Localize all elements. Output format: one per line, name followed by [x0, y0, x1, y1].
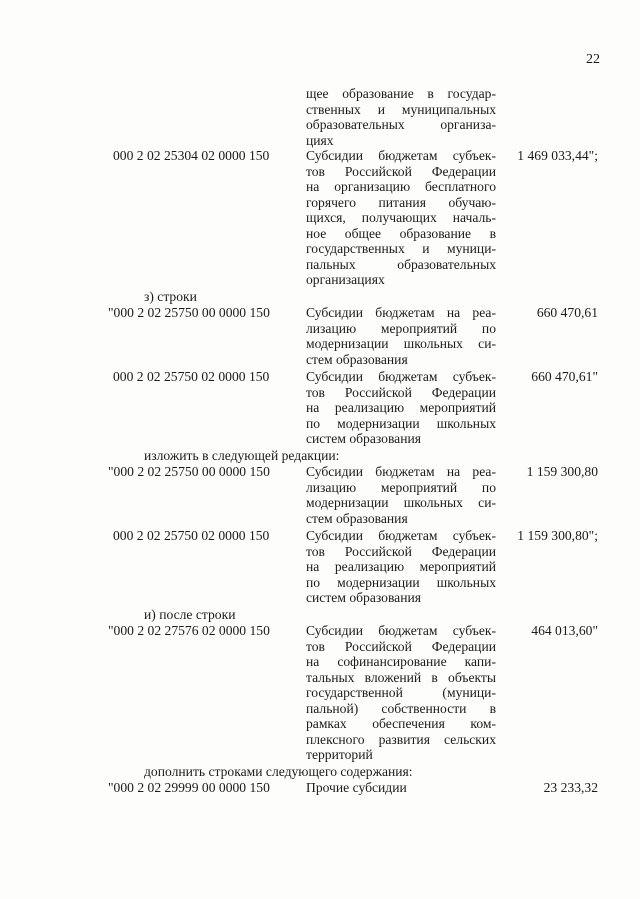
description-line: Субсидии бюджетам субъек- — [306, 148, 496, 163]
budget-code: 000 2 02 25750 02 0000 150 — [113, 369, 270, 384]
budget-code: "000 2 02 25750 00 0000 150 — [108, 305, 270, 320]
rows-group-z — [0, 305, 640, 447]
row-amount: 464 013,60" — [531, 623, 598, 638]
description-line: щихся, получающих началь- — [306, 210, 496, 225]
description-line: тов Российской Федерации — [306, 543, 496, 559]
description-line: образовательных организа- — [306, 117, 496, 132]
rows-group-edit — [0, 464, 640, 606]
description-line: систем образования — [306, 590, 422, 605]
budget-code: 000 2 02 25304 02 0000 150 — [113, 148, 270, 163]
row-description — [306, 623, 496, 763]
rows-group-i — [0, 623, 640, 763]
row-amount: 660 470,61" — [531, 369, 598, 384]
table-row — [0, 464, 640, 526]
row-description — [306, 464, 496, 526]
description-line: Субсидии бюджетам субъек- — [306, 623, 496, 638]
section-label-i: и) после строки — [144, 606, 236, 622]
description-line: территорий — [306, 747, 373, 762]
description-line: Субсидии бюджетам на реа- — [306, 305, 496, 320]
row-description — [306, 780, 496, 796]
budget-code: "000 2 02 29999 00 0000 150 — [108, 780, 270, 795]
description-line: государственных и муници- — [306, 241, 496, 256]
table-row — [0, 148, 640, 288]
row-description — [306, 86, 496, 148]
description-line: ственных и муниципальных — [306, 101, 496, 117]
row-amount: 1 159 300,80"; — [517, 528, 598, 543]
table-row — [0, 623, 640, 763]
description-line: модернизации школьных си- — [306, 495, 496, 510]
description-line: стем образования — [306, 510, 408, 526]
budget-code: "000 2 02 25750 00 0000 150 — [108, 464, 270, 479]
description-line: ное общее образование в — [306, 225, 496, 241]
description-line: Субсидии бюджетам субъек- — [306, 369, 496, 384]
row-description — [306, 369, 496, 447]
description-line: на реализацию мероприятий — [306, 559, 496, 574]
description-line: циях — [306, 132, 334, 148]
row-amount: 1 159 300,80 — [526, 464, 598, 479]
description-line: пальной) собственности в — [306, 700, 496, 716]
description-line: горячего питания обучаю- — [306, 194, 496, 210]
description-line: пальных образовательных — [306, 256, 496, 272]
row-amount: 660 470,61 — [536, 305, 598, 320]
description-line: Субсидии бюджетам субъек- — [306, 528, 496, 543]
description-line: тов Российской Федерации — [306, 638, 496, 654]
budget-code: "000 2 02 27576 02 0000 150 — [108, 623, 270, 638]
description-line: лизацию мероприятий по — [306, 320, 496, 336]
row-amount: 1 469 033,44"; — [517, 148, 598, 163]
description-line: по модернизации школьных — [306, 574, 496, 590]
description-line: щее образование в государ- — [306, 86, 496, 101]
table-row — [0, 528, 640, 606]
description-line: государственной (муници- — [306, 685, 496, 700]
continuation-row — [0, 86, 640, 148]
description-line: Субсидии бюджетам на реа- — [306, 464, 496, 479]
row-description — [306, 528, 496, 606]
description-line: систем образования — [306, 431, 422, 446]
description-line: тов Российской Федерации — [306, 163, 496, 179]
section-label-edit: изложить в следующей редакции: — [144, 447, 340, 463]
description-line: Прочие субсидии — [306, 780, 407, 795]
description-line: тов Российской Федерации — [306, 384, 496, 400]
section-label-z: з) строки — [144, 288, 197, 304]
table-row — [0, 369, 640, 447]
description-line: стем образования — [306, 351, 408, 367]
description-line: лизацию мероприятий по — [306, 479, 496, 495]
document-body — [0, 86, 640, 796]
row-amount: 23 233,32 — [543, 780, 598, 795]
description-line: организациях — [306, 272, 385, 287]
budget-code: 000 2 02 25750 02 0000 150 — [113, 528, 270, 543]
description-line: плексного развития сельских — [306, 731, 496, 747]
table-row — [0, 780, 640, 796]
rows-group-add — [0, 780, 640, 796]
section-label-add: дополнить строками следующего содержания: — [144, 763, 413, 779]
rows-group-a — [0, 148, 640, 288]
row-description — [306, 305, 496, 367]
description-line: на софинансирование капи- — [306, 654, 496, 669]
page-number: 22 — [586, 52, 600, 67]
table-row — [0, 305, 640, 367]
description-line: тальных вложений в объекты — [306, 669, 496, 685]
row-description — [306, 148, 496, 288]
description-line: на реализацию мероприятий — [306, 400, 496, 415]
description-line: по модернизации школьных — [306, 415, 496, 431]
description-line: рамках обеспечения ком- — [306, 716, 496, 731]
description-line: на организацию бесплатного — [306, 179, 496, 194]
description-line: модернизации школьных си- — [306, 336, 496, 351]
